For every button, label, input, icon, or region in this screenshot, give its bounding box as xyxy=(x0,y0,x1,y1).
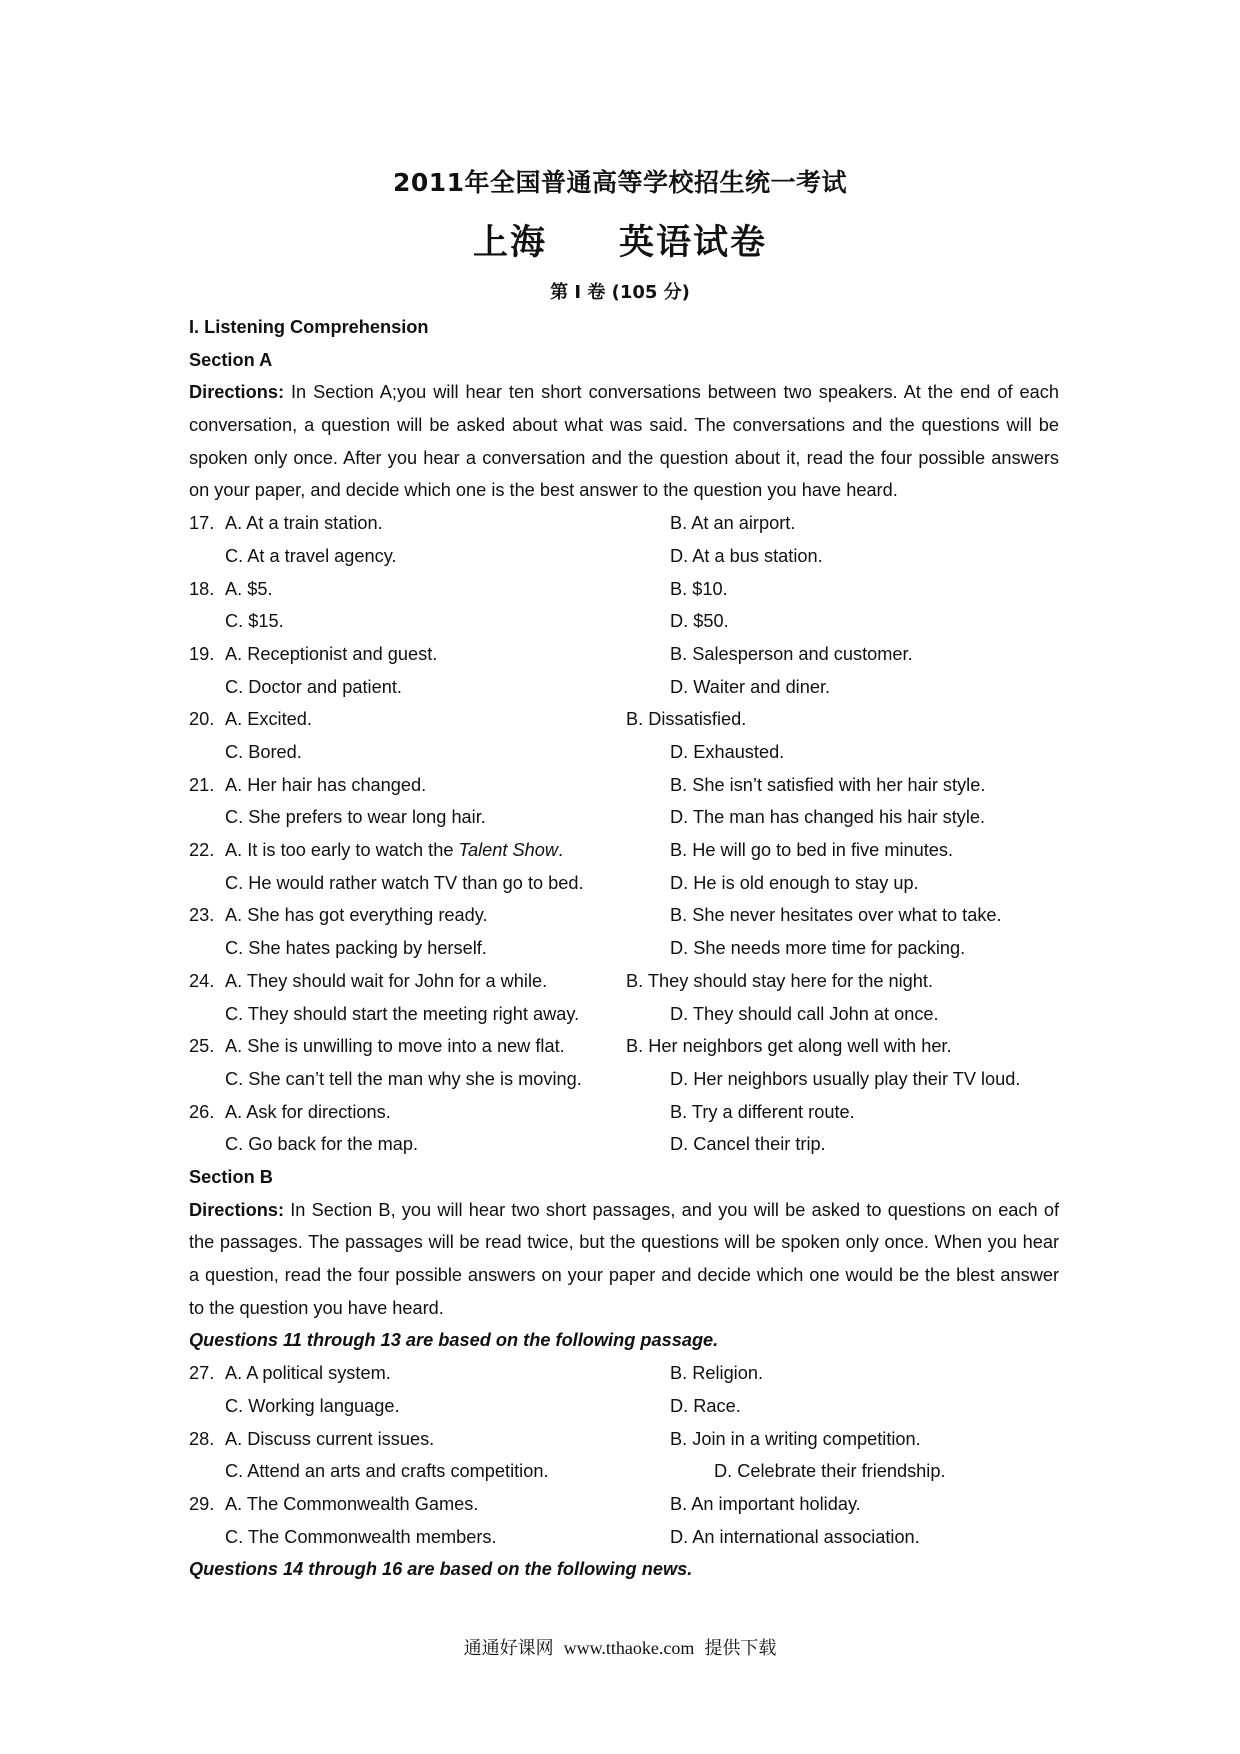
option-b: B. Her neighbors get along well with her. xyxy=(626,1036,952,1057)
option-b: B. Dissatisfied. xyxy=(626,709,747,730)
option-d: D. Her neighbors usually play their TV loud. xyxy=(670,1068,1021,1089)
question-row xyxy=(189,540,1059,573)
option-b: B. Join in a writing competition. xyxy=(670,1428,921,1449)
option-a: A. She has got everything ready. xyxy=(225,905,488,926)
exam-subtitle xyxy=(0,215,1240,265)
option-a: A. She is unwilling to move into a new flat. xyxy=(225,1036,565,1057)
question-number: 26. xyxy=(189,1101,215,1122)
option-c: C. She hates packing by herself. xyxy=(225,938,487,959)
question-row xyxy=(189,834,1059,867)
option-a: A. A political system. xyxy=(225,1363,391,1384)
option-a: A. Ask for directions. xyxy=(225,1101,391,1122)
exam-place: 上海 xyxy=(472,223,547,263)
question-row xyxy=(189,1423,1059,1456)
directions-text: In Section A;you will hear ten short conversations between two speakers. At the end of each conversation, a question will be asked about what was said. The conversations and the questions will be spoken only once. After you hear a conversation and the question about it, read the four possible answers on your paper, and decide which one is the best answer to the question you have heard. xyxy=(189,382,1059,501)
option-b: B. At an airport. xyxy=(670,513,796,534)
exam-content xyxy=(189,311,1059,1586)
option-c: C. The Commonwealth members. xyxy=(225,1526,497,1547)
option-b: B. They should stay here for the night. xyxy=(626,970,934,991)
option-b: B. Religion. xyxy=(670,1363,764,1384)
option-c: C. Go back for the map. xyxy=(225,1134,419,1155)
page-footer xyxy=(0,1634,1240,1660)
directions-text: In Section B, you will hear two short passages, and you will be asked to questions on each of the passages. The passages will be read twice, but the questions will be spoken only once. When you hear a question, read the four possible answers on your paper and decide which one would be the blest answer to the question you have heard. xyxy=(189,1199,1059,1318)
option-a-end: . xyxy=(557,840,564,861)
option-a: A. The Commonwealth Games. xyxy=(225,1493,479,1514)
directions-label: Directions: xyxy=(189,1199,284,1220)
option-b: B. $10. xyxy=(670,578,728,599)
show-title: Talent Show xyxy=(458,840,558,861)
question-row xyxy=(189,867,1059,900)
option-a: A. Discuss current issues. xyxy=(225,1428,435,1449)
question-number: 19. xyxy=(189,643,215,664)
question-row xyxy=(189,573,1059,606)
passage-note: Questions 11 through 13 are based on the following passage. xyxy=(189,1330,719,1351)
option-c: C. Attend an arts and crafts competition. xyxy=(225,1461,549,1482)
part-heading: I. Listening Comprehension xyxy=(189,317,429,337)
option-a: A. Excited. xyxy=(225,709,312,730)
option-c: C. She can’t tell the man why she is moving. xyxy=(225,1068,582,1089)
option-d: D. They should call John at once. xyxy=(670,1003,939,1024)
question-row xyxy=(189,965,1059,998)
question-row xyxy=(189,1030,1059,1063)
question-number: 17. xyxy=(189,513,215,534)
footer-site-name: 通通好课网 xyxy=(463,1638,554,1659)
option-b: B. She isn’t satisfied with her hair style. xyxy=(670,774,986,795)
question-number: 20. xyxy=(189,709,215,730)
option-d: D. She needs more time for packing. xyxy=(670,938,966,959)
option-c: C. At a travel agency. xyxy=(225,545,397,566)
question-row xyxy=(189,671,1059,704)
part-label: 第 I 卷 (105 分) xyxy=(550,282,690,303)
option-b: B. An important holiday. xyxy=(670,1493,861,1514)
question-row xyxy=(189,1063,1059,1096)
question-row xyxy=(189,932,1059,965)
option-a: A. Her hair has changed. xyxy=(225,774,427,795)
question-number: 29. xyxy=(189,1493,215,1514)
option-a-text: A. It is too early to watch the xyxy=(225,840,459,861)
section-a-heading: Section A xyxy=(189,349,273,370)
directions-label: Directions: xyxy=(189,382,284,403)
passage-note: Questions 14 through 16 are based on the following news. xyxy=(189,1559,693,1580)
option-c: C. Bored. xyxy=(225,742,302,762)
option-d: D. Celebrate their friendship. xyxy=(714,1461,946,1482)
option-d: D. Race. xyxy=(670,1395,741,1416)
question-row xyxy=(189,1096,1059,1129)
question-row xyxy=(189,1521,1059,1554)
question-row xyxy=(189,507,1059,540)
option-a xyxy=(225,834,563,867)
question-number: 28. xyxy=(189,1428,215,1449)
question-row xyxy=(189,736,1059,769)
question-row xyxy=(189,703,1059,736)
option-b: B. He will go to bed in five minutes. xyxy=(670,840,954,861)
option-c: C. She prefers to wear long hair. xyxy=(225,807,486,828)
question-number: 24. xyxy=(189,970,215,991)
question-row xyxy=(189,1390,1059,1423)
option-d: D. Cancel their trip. xyxy=(670,1134,826,1155)
footer-url[interactable]: www.tthaoke.com xyxy=(563,1638,695,1658)
question-number: 21. xyxy=(189,774,215,795)
section-b-heading: Section B xyxy=(189,1166,273,1187)
question-row xyxy=(189,769,1059,802)
option-c: C. $15. xyxy=(225,611,284,632)
option-d: D. An international association. xyxy=(670,1526,920,1547)
exam-subject: 英语试卷 xyxy=(619,223,768,263)
option-d: D. Waiter and diner. xyxy=(670,676,831,697)
question-row xyxy=(189,899,1059,932)
question-number: 18. xyxy=(189,578,215,599)
option-d: D. The man has changed his hair style. xyxy=(670,807,986,828)
section-b-directions xyxy=(189,1194,1059,1325)
question-number: 22. xyxy=(189,840,215,861)
question-row xyxy=(189,1455,1059,1488)
question-row xyxy=(189,638,1059,671)
question-number: 23. xyxy=(189,905,215,926)
option-d: D. He is old enough to stay up. xyxy=(670,872,919,893)
option-a: A. Receptionist and guest. xyxy=(225,643,438,664)
question-row xyxy=(189,1488,1059,1521)
option-c: C. Working language. xyxy=(225,1395,400,1416)
option-a: A. They should wait for John for a while. xyxy=(225,970,548,991)
question-row xyxy=(189,998,1059,1031)
option-a: A. $5. xyxy=(225,578,273,599)
option-b: B. Try a different route. xyxy=(670,1101,855,1122)
question-row xyxy=(189,1128,1059,1161)
option-c: C. He would rather watch TV than go to bed. xyxy=(225,872,584,893)
option-d: D. $50. xyxy=(670,611,729,632)
option-c: C. Doctor and patient. xyxy=(225,676,402,697)
option-c: C. They should start the meeting right away. xyxy=(225,1003,580,1024)
option-b: B. She never hesitates over what to take. xyxy=(670,905,1002,926)
option-a: A. At a train station. xyxy=(225,513,383,534)
section-a-directions xyxy=(189,376,1059,507)
exam-title: 2011年全国普通高等学校招生统一考试 xyxy=(392,168,848,197)
option-d: D. At a bus station. xyxy=(670,545,823,566)
question-number: 25. xyxy=(189,1036,215,1057)
option-b: B. Salesperson and customer. xyxy=(670,643,913,664)
question-row xyxy=(189,605,1059,638)
question-row xyxy=(189,1357,1059,1390)
question-row xyxy=(189,801,1059,834)
option-d: D. Exhausted. xyxy=(670,742,785,762)
footer-suffix: 提供下载 xyxy=(704,1638,777,1659)
question-number: 27. xyxy=(189,1363,215,1384)
